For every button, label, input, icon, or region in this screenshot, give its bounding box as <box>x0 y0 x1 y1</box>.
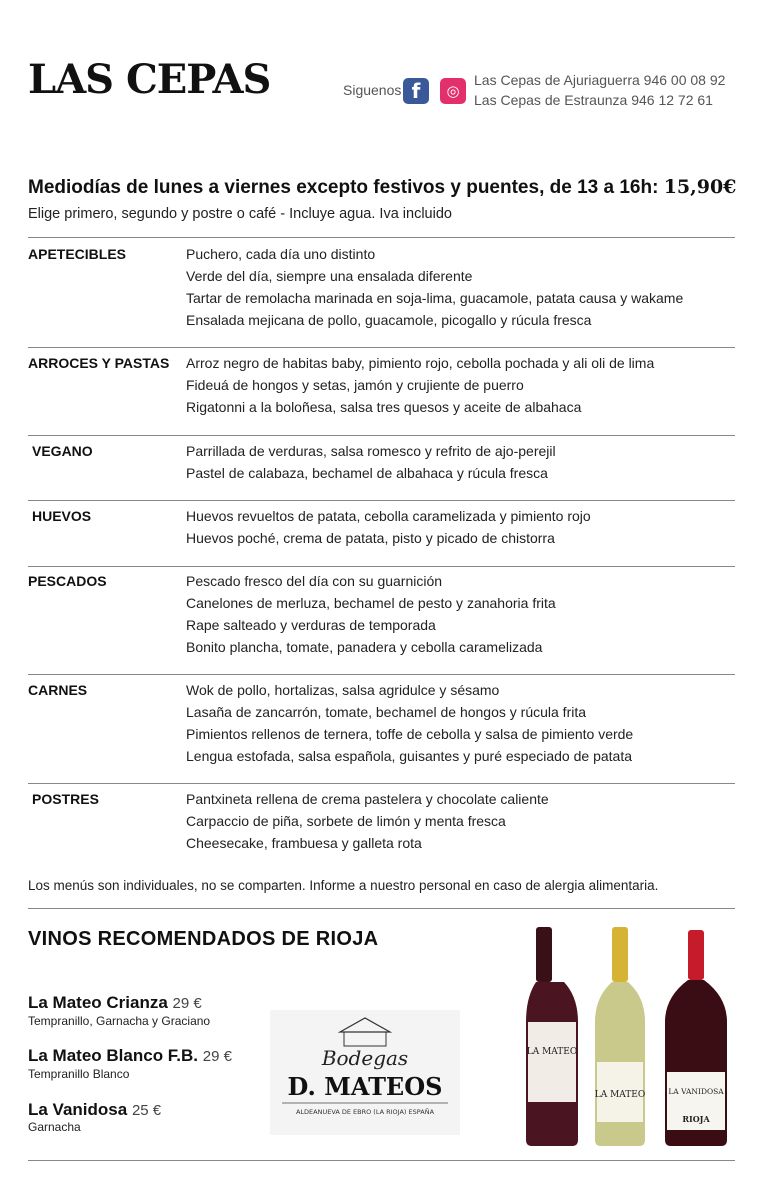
wine-name-text: La Vanidosa <box>28 1100 128 1119</box>
divider <box>28 1160 735 1161</box>
wine-price: 29 € <box>172 995 202 1012</box>
section-carnes: CARNES <box>28 682 88 698</box>
dish-item: Verde del día, siempre una ensalada diferente <box>186 268 473 284</box>
divider <box>28 783 735 784</box>
dish-item: Canelones de merluza, bechamel de pesto y zanahoria frita <box>186 595 556 611</box>
dish-item: Wok de pollo, hortalizas, salsa agridulce y sésamo <box>186 682 500 698</box>
menu-heading <box>28 176 736 199</box>
bottle-label: LA VANIDOSA <box>668 1087 724 1096</box>
divider <box>28 500 735 501</box>
bodegas-text: Bodegas <box>321 1046 409 1070</box>
dish-item: Huevos revueltos de patata, cebolla caramelizada y pimiento rojo <box>186 508 591 524</box>
dish-item: Puchero, cada día uno distinto <box>186 246 376 262</box>
menu-subtitle: Elige primero, segundo y postre o café - Incluye agua. Iva incluido <box>28 206 452 222</box>
facebook-icon[interactable]: f <box>403 78 429 104</box>
dish-item: Lengua estofada, salsa española, guisantes y puré especiado de patata <box>186 748 632 764</box>
bottle-label: LA MATEO <box>526 1047 578 1057</box>
bottle-region: RIOJA <box>682 1114 710 1124</box>
dish-item: Pimientos rellenos de ternera, toffe de cebolla y salsa de pimiento verde <box>186 726 634 742</box>
divider <box>28 435 735 436</box>
dish-item: Lasaña de zancarrón, tomate, bechamel de hongos y rúcula frita <box>186 704 587 720</box>
contact-estraunza: Las Cepas de Estraunza 946 12 72 61 <box>474 92 713 108</box>
dish-item: Huevos poché, crema de patata, pisto y picado de chistorra <box>186 530 555 546</box>
wine-grapes: Tempranillo Blanco <box>28 1067 130 1081</box>
wine-bottles-image <box>520 922 735 1152</box>
section-apetecibles: APETECIBLES <box>28 246 127 262</box>
wines-heading: VINOS RECOMENDADOS DE RIOJA <box>28 928 379 950</box>
dish-item: Tartar de remolacha marinada en soja-lima, guacamole, patata causa y wakame <box>186 290 684 306</box>
dish-item: Arroz negro de habitas baby, pimiento rojo, cebolla pochada y ali oli de lima <box>186 355 655 371</box>
dish-item: Carpaccio de piña, sorbete de limón y menta fresca <box>186 813 506 829</box>
wine-grapes: Tempranillo, Garnacha y Graciano <box>28 1014 211 1028</box>
bottle-la-mateo-blanco <box>595 927 646 1146</box>
bottle-la-mateo-crianza <box>526 927 578 1146</box>
d-mateos-text: D. MATEOS <box>287 1072 443 1101</box>
divider <box>28 908 735 909</box>
wine-name <box>28 1046 232 1066</box>
dish-item: Bonito plancha, tomate, panadera y cebolla caramelizada <box>186 639 543 655</box>
dish-item: Pescado fresco del día con su guarnición <box>186 573 443 589</box>
dish-item: Parrillada de verduras, salsa romesco y refrito de ajo-perejil <box>186 443 556 459</box>
dish-item: Pantxineta rellena de crema pastelera y chocolate caliente <box>186 791 549 807</box>
section-vegano: VEGANO <box>32 443 93 459</box>
section-huevos: HUEVOS <box>32 508 92 524</box>
las-cepas-logo: LAS CEPAS <box>28 56 271 103</box>
bottle-label: LA MATEO <box>594 1090 646 1100</box>
wine-price: 29 € <box>202 1048 232 1065</box>
divider <box>28 674 735 675</box>
instagram-icon[interactable]: ◎ <box>440 78 466 104</box>
dish-item: Rigatonni a la boloñesa, salsa tres quesos y aceite de albahaca <box>186 399 582 415</box>
wine-price: 25 € <box>131 1102 162 1119</box>
divider <box>28 566 735 567</box>
dish-item: Ensalada mejicana de pollo, guacamole, picogallo y rúcula fresca <box>186 312 592 328</box>
menu-heading-text: Mediodías de lunes a viernes excepto festivos y puentes, de 13 a 16h: <box>28 177 659 198</box>
dish-item: Pastel de calabaza, bechamel de albahaca y rúcula fresca <box>186 465 548 481</box>
divider <box>28 347 735 348</box>
section-pescados: PESCADOS <box>28 573 107 589</box>
bottle-la-vanidosa <box>665 930 727 1146</box>
contact-ajuriaguerra: Las Cepas de Ajuriaguerra 946 00 08 92 <box>474 72 726 88</box>
allergy-note: Los menús son individuales, no se comparten. Informe a nuestro personal en caso de alergia alimentaria. <box>28 878 659 893</box>
dish-item: Cheesecake, frambuesa y galleta rota <box>186 835 422 851</box>
section-arroces-pastas: ARROCES Y PASTAS <box>28 355 170 371</box>
bodegas-location: ALDEANUEVA DE EBRO (LA RIOJA) ESPAÑA <box>295 1108 435 1116</box>
section-postres: POSTRES <box>32 791 99 807</box>
wine-name <box>28 993 202 1013</box>
follow-label: Siguenos <box>343 82 402 98</box>
wine-name <box>28 1100 161 1120</box>
dish-item: Rape salteado y verduras de temporada <box>186 617 436 633</box>
divider <box>28 237 735 238</box>
dish-item: Fideuá de hongos y setas, jamón y crujiente de puerro <box>186 377 524 393</box>
menu-price: 15,90€ <box>663 176 737 198</box>
wine-name-text: La Mateo Blanco F.B. <box>28 1046 199 1065</box>
wine-grapes: Garnacha <box>28 1120 81 1134</box>
wine-name-text: La Mateo Crianza <box>28 993 168 1012</box>
bodegas-mateos-logo <box>270 1010 460 1135</box>
